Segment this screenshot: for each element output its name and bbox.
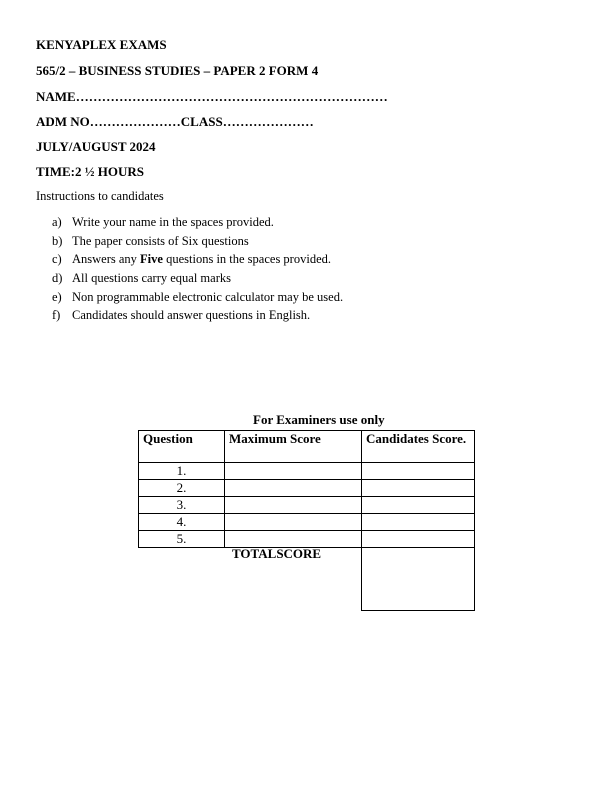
table-row bbox=[139, 497, 475, 514]
item-text: Write your name in the spaces provided. bbox=[72, 215, 274, 229]
max-score-cell bbox=[225, 480, 362, 497]
adm-class-field: ADM NO…………………CLASS………………… bbox=[36, 114, 314, 129]
question-number: 4. bbox=[139, 514, 225, 531]
candidate-score-cell bbox=[362, 463, 475, 480]
max-score-cell bbox=[225, 463, 362, 480]
instruction-item bbox=[52, 232, 343, 251]
score-table-title: For Examiners use only bbox=[253, 412, 385, 427]
max-score-cell bbox=[225, 497, 362, 514]
question-number: 2. bbox=[139, 480, 225, 497]
total-score-label: TOTALSCORE bbox=[232, 546, 322, 561]
header-candidates-score: Candidates Score. bbox=[362, 431, 475, 463]
header-question: Question bbox=[139, 431, 225, 463]
item-text: Candidates should answer questions in English. bbox=[72, 308, 311, 323]
item-marker: e) bbox=[52, 289, 62, 304]
instruction-item bbox=[52, 250, 343, 269]
table-row bbox=[139, 480, 475, 497]
item-marker: a) bbox=[52, 215, 62, 229]
item-text: The paper consists of Six questions bbox=[72, 233, 249, 248]
score-table bbox=[138, 430, 475, 548]
instructions-list bbox=[52, 213, 343, 325]
table-row bbox=[139, 463, 475, 480]
candidate-score-cell bbox=[362, 480, 475, 497]
item-emphasis: Five bbox=[140, 252, 163, 267]
question-number: 5. bbox=[139, 531, 225, 548]
exam-time: TIME:2 ½ HOURS bbox=[36, 164, 144, 179]
max-score-cell bbox=[225, 514, 362, 531]
candidate-score-cell bbox=[362, 514, 475, 531]
question-number: 1. bbox=[139, 463, 225, 480]
instruction-item bbox=[52, 213, 343, 232]
table-row bbox=[139, 514, 475, 531]
max-score-cell bbox=[225, 531, 362, 548]
item-marker: c) bbox=[52, 252, 62, 267]
instruction-item bbox=[52, 306, 343, 325]
school-name: KENYAPLEX EXAMS bbox=[36, 37, 167, 52]
question-number: 3. bbox=[139, 497, 225, 514]
item-marker: d) bbox=[52, 271, 63, 286]
item-marker: b) bbox=[52, 233, 63, 248]
exam-session: JULY/AUGUST 2024 bbox=[36, 139, 156, 154]
name-field: NAME……………………………………………………………… bbox=[36, 89, 388, 104]
item-text: Answers any bbox=[72, 252, 141, 267]
paper-title: 565/2 – BUSINESS STUDIES – PAPER 2 FORM 4 bbox=[36, 63, 319, 78]
candidate-score-cell bbox=[362, 497, 475, 514]
table-header-row bbox=[139, 431, 475, 463]
instruction-item bbox=[52, 269, 343, 288]
item-text: All questions carry equal marks bbox=[72, 271, 231, 286]
instruction-item bbox=[52, 288, 343, 307]
total-score-box bbox=[361, 545, 475, 611]
item-text: Non programmable electronic calculator may be used. bbox=[72, 289, 344, 304]
header-maximum-score: Maximum Score bbox=[225, 431, 362, 463]
item-marker: f) bbox=[52, 308, 61, 323]
instructions-heading: Instructions to candidates bbox=[36, 189, 164, 203]
item-text: questions in the spaces provided. bbox=[162, 252, 331, 267]
